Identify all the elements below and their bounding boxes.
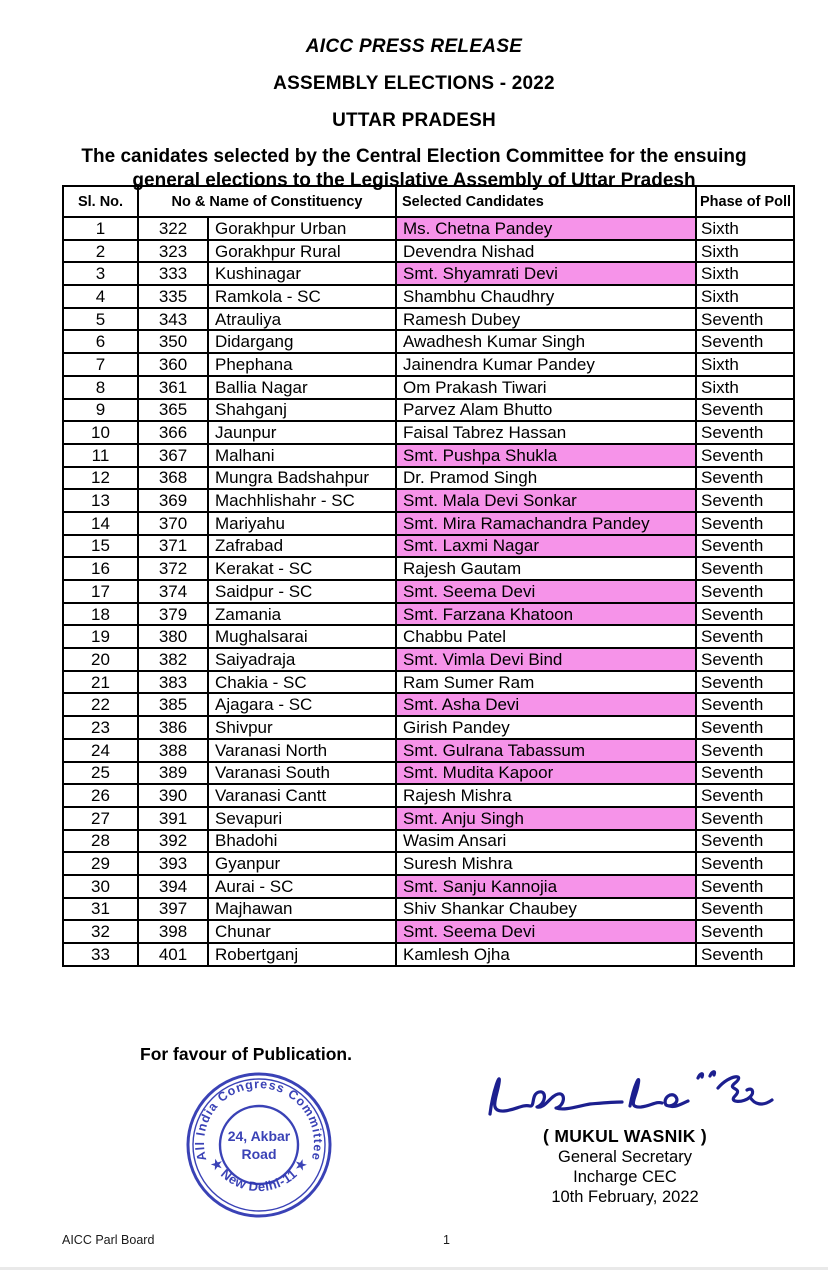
table-body (63, 217, 794, 966)
cell-sl-no: 23 (63, 716, 138, 739)
congress-committee-stamp (184, 1070, 334, 1220)
header-sl-no: Sl. No. (63, 186, 138, 217)
cell-phase: Seventh (696, 535, 794, 558)
cell-phase: Seventh (696, 512, 794, 535)
cell-phase: Seventh (696, 308, 794, 331)
cell-candidate: Smt. Seema Devi (396, 920, 696, 943)
cell-constituency-name: Kushinagar (208, 262, 396, 285)
cell-candidate: Dr. Pramod Singh (396, 467, 696, 490)
cell-sl-no: 14 (63, 512, 138, 535)
cell-sl-no: 6 (63, 330, 138, 353)
cell-constituency-name: Saiyadraja (208, 648, 396, 671)
stamp-bottom-text: ★ New Delhi-11 ★ (207, 1155, 311, 1195)
cell-constituency-name: Gorakhpur Urban (208, 217, 396, 240)
signoff-date: 10th February, 2022 (551, 1188, 699, 1206)
cell-candidate: Rajesh Mishra (396, 784, 696, 807)
cell-sl-no: 12 (63, 467, 138, 490)
cell-phase: Sixth (696, 262, 794, 285)
cell-constituency-no: 333 (138, 262, 208, 285)
cell-sl-no: 5 (63, 308, 138, 331)
table-row (63, 830, 794, 853)
cell-sl-no: 1 (63, 217, 138, 240)
cell-candidate: Smt. Asha Devi (396, 693, 696, 716)
cell-constituency-name: Varanasi South (208, 762, 396, 785)
table-row (63, 557, 794, 580)
table-row (63, 580, 794, 603)
cell-candidate: Smt. Farzana Khatoon (396, 603, 696, 626)
cell-constituency-name: Shivpur (208, 716, 396, 739)
cell-constituency-no: 385 (138, 693, 208, 716)
table-row (63, 421, 794, 444)
signature-ink (478, 1056, 790, 1126)
cell-candidate: Smt. Shyamrati Devi (396, 262, 696, 285)
signatory-title-2: Incharge CEC (573, 1168, 677, 1186)
cell-phase: Seventh (696, 557, 794, 580)
document-header (0, 36, 828, 193)
cell-constituency-no: 361 (138, 376, 208, 399)
cell-phase: Seventh (696, 330, 794, 353)
cell-sl-no: 22 (63, 693, 138, 716)
cell-phase: Seventh (696, 852, 794, 875)
cell-candidate: Jainendra Kumar Pandey (396, 353, 696, 376)
cell-constituency-name: Malhani (208, 444, 396, 467)
cell-phase: Seventh (696, 625, 794, 648)
table-row (63, 512, 794, 535)
cell-candidate: Smt. Sanju Kannojia (396, 875, 696, 898)
table-row (63, 716, 794, 739)
cell-sl-no: 29 (63, 852, 138, 875)
cell-sl-no: 15 (63, 535, 138, 558)
cell-constituency-no: 398 (138, 920, 208, 943)
header-phase-of-poll: Phase of Poll (696, 186, 794, 217)
cell-sl-no: 31 (63, 898, 138, 921)
cell-candidate: Parvez Alam Bhutto (396, 399, 696, 422)
cell-candidate: Smt. Pushpa Shukla (396, 444, 696, 467)
table-row (63, 603, 794, 626)
cell-candidate: Smt. Laxmi Nagar (396, 535, 696, 558)
cell-sl-no: 7 (63, 353, 138, 376)
cell-constituency-no: 322 (138, 217, 208, 240)
table-row (63, 353, 794, 376)
cell-candidate: Awadhesh Kumar Singh (396, 330, 696, 353)
cell-phase: Seventh (696, 943, 794, 966)
cell-constituency-name: Gyanpur (208, 852, 396, 875)
table-row (63, 330, 794, 353)
table-row (63, 444, 794, 467)
stamp-ring-text: All India Congress Committee (192, 1077, 326, 1163)
cell-constituency-name: Phephana (208, 353, 396, 376)
cell-constituency-no: 391 (138, 807, 208, 830)
cell-candidate: Wasim Ansari (396, 830, 696, 853)
subtitle-line-1: The canidates selected by the Central Election Committee for the ensuing (81, 146, 747, 167)
cell-phase: Seventh (696, 784, 794, 807)
candidates-table (62, 185, 795, 967)
cell-phase: Seventh (696, 671, 794, 694)
header-constituency: No & Name of Constituency (138, 186, 396, 217)
cell-phase: Seventh (696, 875, 794, 898)
footer-org-label: AICC Parl Board (62, 1233, 155, 1247)
cell-phase: Seventh (696, 467, 794, 490)
cell-candidate: Suresh Mishra (396, 852, 696, 875)
cell-constituency-name: Mughalsarai (208, 625, 396, 648)
cell-sl-no: 24 (63, 739, 138, 762)
cell-constituency-name: Jaunpur (208, 421, 396, 444)
cell-constituency-no: 323 (138, 240, 208, 263)
cell-candidate: Ram Sumer Ram (396, 671, 696, 694)
subtitle-line-2: general elections to the Legislative Assembly of Uttar Pradesh (132, 170, 696, 191)
cell-constituency-name: Atrauliya (208, 308, 396, 331)
cell-candidate: Om Prakash Tiwari (396, 376, 696, 399)
cell-candidate: Smt. Anju Singh (396, 807, 696, 830)
table-row (63, 693, 794, 716)
table-row (63, 943, 794, 966)
table-row (63, 535, 794, 558)
cell-constituency-no: 386 (138, 716, 208, 739)
cell-constituency-no: 392 (138, 830, 208, 853)
cell-candidate: Smt. Gulrana Tabassum (396, 739, 696, 762)
cell-candidate: Smt. Vimla Devi Bind (396, 648, 696, 671)
cell-sl-no: 4 (63, 285, 138, 308)
cell-constituency-no: 343 (138, 308, 208, 331)
signatory-name: ( MUKUL WASNIK ) (543, 1126, 707, 1146)
cell-sl-no: 21 (63, 671, 138, 694)
cell-constituency-no: 366 (138, 421, 208, 444)
cell-constituency-name: Chakia - SC (208, 671, 396, 694)
stamp-address-line-1: 24, Akbar (227, 1128, 291, 1144)
cell-constituency-name: Kerakat - SC (208, 557, 396, 580)
table-row (63, 784, 794, 807)
cell-candidate: Shiv Shankar Chaubey (396, 898, 696, 921)
cell-constituency-name: Mariyahu (208, 512, 396, 535)
table-row (63, 240, 794, 263)
stamp-address-line-2: Road (241, 1146, 277, 1162)
table-row (63, 739, 794, 762)
cell-sl-no: 25 (63, 762, 138, 785)
table-row (63, 399, 794, 422)
cell-constituency-no: 360 (138, 353, 208, 376)
cell-candidate: Kamlesh Ojha (396, 943, 696, 966)
cell-sl-no: 33 (63, 943, 138, 966)
cell-constituency-no: 372 (138, 557, 208, 580)
cell-candidate: Devendra Nishad (396, 240, 696, 263)
table-row (63, 648, 794, 671)
cell-constituency-no: 388 (138, 739, 208, 762)
cell-constituency-name: Varanasi Cantt (208, 784, 396, 807)
cell-constituency-no: 390 (138, 784, 208, 807)
cell-constituency-no: 389 (138, 762, 208, 785)
cell-sl-no: 3 (63, 262, 138, 285)
cell-constituency-name: Sevapuri (208, 807, 396, 830)
footer-page-number: 1 (443, 1233, 450, 1247)
cell-sl-no: 2 (63, 240, 138, 263)
cell-candidate: Smt. Seema Devi (396, 580, 696, 603)
stamp-outer-ring (188, 1074, 330, 1216)
cell-constituency-name: Mungra Badshahpur (208, 467, 396, 490)
cell-sl-no: 32 (63, 920, 138, 943)
cell-constituency-name: Ballia Nagar (208, 376, 396, 399)
cell-constituency-name: Aurai - SC (208, 875, 396, 898)
cell-phase: Seventh (696, 399, 794, 422)
cell-constituency-name: Saidpur - SC (208, 580, 396, 603)
table-row (63, 762, 794, 785)
cell-sl-no: 13 (63, 489, 138, 512)
cell-constituency-no: 383 (138, 671, 208, 694)
cell-constituency-no: 335 (138, 285, 208, 308)
cell-candidate: Chabbu Patel (396, 625, 696, 648)
cell-phase: Seventh (696, 830, 794, 853)
cell-sl-no: 26 (63, 784, 138, 807)
cell-phase: Seventh (696, 693, 794, 716)
cell-sl-no: 8 (63, 376, 138, 399)
cell-constituency-no: 379 (138, 603, 208, 626)
cell-candidate: Shambhu Chaudhry (396, 285, 696, 308)
cell-constituency-no: 374 (138, 580, 208, 603)
publication-note: For favour of Publication. (140, 1044, 352, 1064)
cell-candidate: Ms. Chetna Pandey (396, 217, 696, 240)
cell-phase: Seventh (696, 716, 794, 739)
cell-candidate: Girish Pandey (396, 716, 696, 739)
table-row (63, 467, 794, 490)
cell-constituency-name: Gorakhpur Rural (208, 240, 396, 263)
header-selected-candidates: Selected Candidates (396, 186, 696, 217)
cell-constituency-no: 382 (138, 648, 208, 671)
cell-sl-no: 28 (63, 830, 138, 853)
cell-phase: Sixth (696, 285, 794, 308)
cell-phase: Seventh (696, 920, 794, 943)
cell-phase: Seventh (696, 739, 794, 762)
elections-title: ASSEMBLY ELECTIONS - 2022 (273, 73, 555, 94)
cell-constituency-no: 370 (138, 512, 208, 535)
signatory-block (455, 1126, 795, 1207)
cell-phase: Sixth (696, 353, 794, 376)
page-bottom-edge (0, 1267, 828, 1270)
cell-phase: Seventh (696, 898, 794, 921)
cell-constituency-name: Robertganj (208, 943, 396, 966)
press-release-title: AICC PRESS RELEASE (305, 36, 523, 57)
cell-constituency-no: 369 (138, 489, 208, 512)
table-row (63, 308, 794, 331)
cell-constituency-name: Ramkola - SC (208, 285, 396, 308)
table-header-row (63, 186, 794, 217)
cell-constituency-no: 350 (138, 330, 208, 353)
state-title: UTTAR PRADESH (332, 110, 496, 131)
cell-phase: Seventh (696, 762, 794, 785)
cell-constituency-name: Majhawan (208, 898, 396, 921)
cell-candidate: Smt. Mudita Kapoor (396, 762, 696, 785)
cell-candidate: Smt. Mira Ramachandra Pandey (396, 512, 696, 535)
signatory-title-1: General Secretary (558, 1148, 692, 1166)
cell-constituency-name: Didargang (208, 330, 396, 353)
cell-sl-no: 9 (63, 399, 138, 422)
cell-sl-no: 11 (63, 444, 138, 467)
cell-sl-no: 20 (63, 648, 138, 671)
table-row (63, 875, 794, 898)
cell-constituency-name: Machhlishahr - SC (208, 489, 396, 512)
table-row (63, 376, 794, 399)
cell-phase: Seventh (696, 421, 794, 444)
table-row (63, 217, 794, 240)
cell-phase: Sixth (696, 217, 794, 240)
cell-constituency-no: 367 (138, 444, 208, 467)
cell-candidate: Smt. Mala Devi Sonkar (396, 489, 696, 512)
cell-constituency-no: 397 (138, 898, 208, 921)
table-row (63, 625, 794, 648)
cell-sl-no: 16 (63, 557, 138, 580)
cell-sl-no: 27 (63, 807, 138, 830)
cell-phase: Seventh (696, 807, 794, 830)
cell-constituency-no: 394 (138, 875, 208, 898)
cell-sl-no: 10 (63, 421, 138, 444)
cell-candidate: Faisal Tabrez Hassan (396, 421, 696, 444)
table-row (63, 262, 794, 285)
cell-constituency-name: Zamania (208, 603, 396, 626)
cell-constituency-no: 380 (138, 625, 208, 648)
cell-candidate: Ramesh Dubey (396, 308, 696, 331)
cell-candidate: Rajesh Gautam (396, 557, 696, 580)
cell-sl-no: 30 (63, 875, 138, 898)
table-row (63, 807, 794, 830)
table-row (63, 852, 794, 875)
table-row (63, 920, 794, 943)
cell-sl-no: 17 (63, 580, 138, 603)
cell-constituency-name: Shahganj (208, 399, 396, 422)
table-row (63, 898, 794, 921)
cell-constituency-no: 401 (138, 943, 208, 966)
cell-phase: Sixth (696, 240, 794, 263)
cell-phase: Seventh (696, 489, 794, 512)
cell-constituency-name: Varanasi North (208, 739, 396, 762)
table-row (63, 671, 794, 694)
table-row (63, 285, 794, 308)
cell-phase: Seventh (696, 580, 794, 603)
cell-phase: Seventh (696, 603, 794, 626)
cell-sl-no: 19 (63, 625, 138, 648)
cell-constituency-name: Zafrabad (208, 535, 396, 558)
cell-constituency-name: Chunar (208, 920, 396, 943)
cell-constituency-no: 365 (138, 399, 208, 422)
cell-phase: Seventh (696, 444, 794, 467)
table-row (63, 489, 794, 512)
cell-constituency-no: 368 (138, 467, 208, 490)
cell-constituency-name: Bhadohi (208, 830, 396, 853)
cell-phase: Sixth (696, 376, 794, 399)
cell-phase: Seventh (696, 648, 794, 671)
cell-constituency-no: 393 (138, 852, 208, 875)
cell-constituency-no: 371 (138, 535, 208, 558)
cell-sl-no: 18 (63, 603, 138, 626)
cell-constituency-name: Ajagara - SC (208, 693, 396, 716)
